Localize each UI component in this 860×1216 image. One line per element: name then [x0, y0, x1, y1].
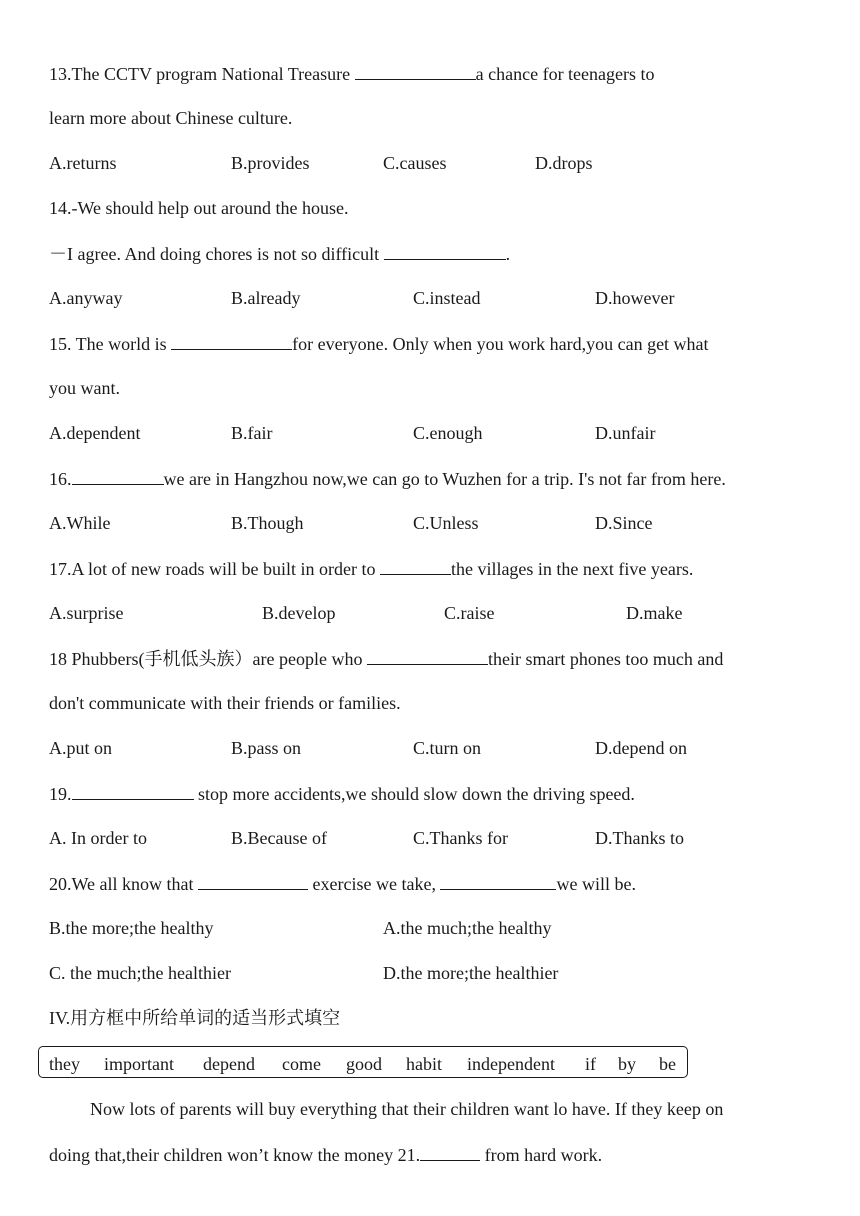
- question-14-response: －I agree. And doing chores is not so difficult .: [49, 241, 510, 266]
- option-b: B.provides: [231, 153, 310, 173]
- question-16-stem: 16. we are in Hangzhou now,we can go to Wuzhen for a trip. I's not far from here.: [49, 466, 726, 491]
- option-a: A.surprise: [49, 603, 124, 623]
- option-b: B.the more;the healthy: [49, 918, 214, 938]
- option-c: C.instead: [413, 288, 481, 308]
- option-d: D.unfair: [595, 423, 656, 443]
- word-bank-item: come: [282, 1054, 321, 1074]
- option-d: D.Thanks to: [595, 828, 684, 848]
- word-bank-item: habit: [406, 1054, 442, 1074]
- option-c: C.raise: [444, 603, 495, 623]
- section-heading: IV.用方框中所给单词的适当形式填空: [49, 1008, 341, 1028]
- option-b: B.pass on: [231, 738, 302, 758]
- word-bank-item: be: [659, 1054, 676, 1074]
- answer-blank: [367, 646, 488, 665]
- option-d: D.however: [595, 288, 675, 308]
- answer-blank: [198, 871, 308, 890]
- option-c: C.Unless: [413, 513, 479, 533]
- option-b: B.Because of: [231, 828, 327, 848]
- option-d: D.Since: [595, 513, 653, 533]
- answer-blank: [380, 556, 451, 575]
- word-bank-item: if: [585, 1054, 596, 1074]
- option-a: A.the much;the healthy: [383, 918, 552, 938]
- word-bank-item: good: [346, 1054, 382, 1074]
- option-a: A.put on: [49, 738, 112, 758]
- question-17-stem: 17.A lot of new roads will be built in order to the villages in the next five years.: [49, 556, 693, 581]
- option-a: A.While: [49, 513, 111, 533]
- question-14-stem: 14.-We should help out around the house.: [49, 198, 349, 218]
- question-18-stem-continued: don't communicate with their friends or families.: [49, 693, 401, 713]
- word-bank-item: independent: [467, 1054, 555, 1074]
- option-d: D.the more;the healthier: [383, 963, 559, 983]
- answer-blank: [171, 331, 292, 350]
- answer-blank: [355, 61, 476, 80]
- answer-blank: [420, 1142, 480, 1161]
- option-c: C.enough: [413, 423, 483, 443]
- word-bank-item: depend: [203, 1054, 255, 1074]
- option-a: A.anyway: [49, 288, 123, 308]
- option-b: B.fair: [231, 423, 273, 443]
- question-15-stem: 15. The world is for everyone. Only when you work hard,you can get what: [49, 331, 709, 356]
- question-18-stem: 18 Phubbers(手机低头族）are people who their smart phones too much and: [49, 646, 723, 671]
- question-19-stem: 19. stop more accidents,we should slow down the driving speed.: [49, 781, 635, 806]
- option-c: C.Thanks for: [413, 828, 508, 848]
- word-bank-item: important: [104, 1054, 174, 1074]
- answer-blank: [384, 241, 506, 260]
- option-a: A. In order to: [49, 828, 147, 848]
- answer-blank: [72, 466, 164, 485]
- option-b: B.Though: [231, 513, 304, 533]
- option-c: C. the much;the healthier: [49, 963, 231, 983]
- question-13-stem: 13.The CCTV program National Treasure a chance for teenagers to: [49, 61, 655, 86]
- question-13-stem-continued: learn more about Chinese culture.: [49, 108, 293, 128]
- option-d: D.make: [626, 603, 683, 623]
- option-b: B.develop: [262, 603, 336, 623]
- word-bank-item: they: [49, 1054, 80, 1074]
- option-c: C.turn on: [413, 738, 482, 758]
- option-a: A.dependent: [49, 423, 141, 443]
- passage-paragraph-continued: doing that,their children won’t know the money 21. from hard work.: [49, 1142, 602, 1167]
- option-d: D.drops: [535, 153, 593, 173]
- word-bank-item: by: [618, 1054, 636, 1074]
- question-20-stem: 20.We all know that exercise we take, we will be.: [49, 871, 636, 896]
- answer-blank: [440, 871, 556, 890]
- option-a: A.returns: [49, 153, 117, 173]
- option-d: D.depend on: [595, 738, 687, 758]
- option-b: B.already: [231, 288, 301, 308]
- passage-paragraph: Now lots of parents will buy everything that their children want lo have. If they keep on: [90, 1099, 724, 1119]
- answer-blank: [72, 781, 194, 800]
- question-15-stem-continued: you want.: [49, 378, 120, 398]
- option-c: C.causes: [383, 153, 447, 173]
